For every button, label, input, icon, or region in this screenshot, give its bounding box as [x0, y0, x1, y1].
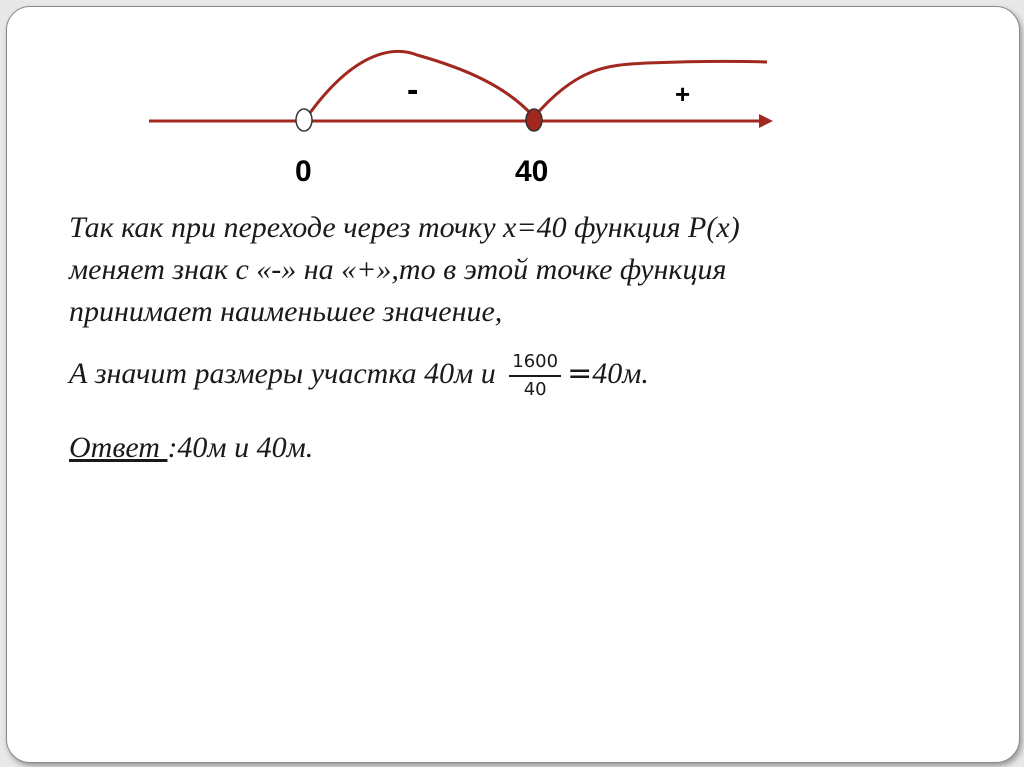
equals-sign: = — [567, 355, 593, 391]
conclusion-prefix: А значит размеры участка 40м и — [69, 356, 496, 390]
label-0: 0 — [295, 155, 312, 188]
plus-interval-arc — [534, 61, 767, 117]
point-40-filled — [526, 109, 542, 131]
answer-value: :40м и 40м. — [167, 431, 314, 464]
axis-arrow-icon — [759, 114, 773, 128]
text-line-3: принимает наименьшее значение, — [69, 295, 503, 328]
label-40: 40 — [515, 155, 549, 188]
minus-interval-arc — [307, 51, 534, 117]
text-line-2: меняет знак с «-» на «+»,то в этой точке функция — [69, 253, 727, 286]
fraction-numerator: 1600 — [509, 349, 561, 377]
fraction-denominator: 40 — [523, 379, 547, 400]
plus-sign: + — [675, 79, 691, 109]
conclusion-suffix: 40м. — [592, 356, 649, 390]
answer-label: Ответ — [69, 431, 168, 464]
answer-line — [69, 427, 313, 469]
conclusion-line — [69, 349, 649, 403]
slide — [6, 6, 1020, 763]
explanation-paragraph — [69, 207, 740, 333]
point-0-open — [296, 109, 312, 131]
fraction — [509, 349, 561, 403]
sign-chart — [7, 7, 1019, 207]
text-line-1: Так как при переходе через точку x=40 функция P(x) — [69, 211, 740, 244]
minus-sign: - — [407, 71, 419, 109]
